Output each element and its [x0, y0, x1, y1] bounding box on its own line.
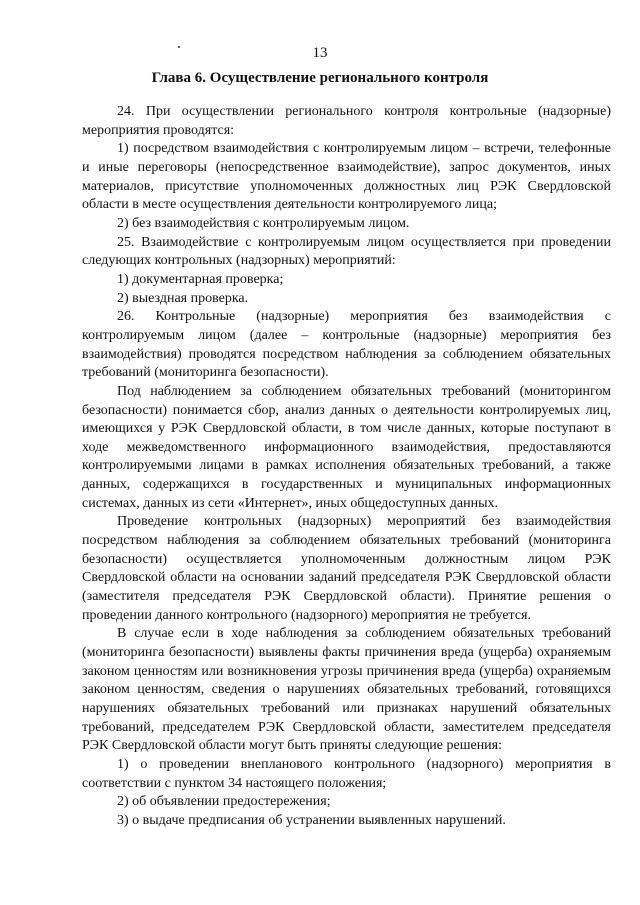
paragraph-monitoring-definition: Под наблюдением за соблюдением обязательных требований (мониторингом безопасности) понимается сбор, анализ данных о деятельности контролируемых лиц, имеющихся у РЭК Свердловской области, в том числе данных, которые поступают в ходе межведомственного информационного взаимодействия, предоставляются контролируемыми лицами в рамках исполнения обязательных требований, а также данных, содержащихся в государственных и муниципальных информационных системах, данных из сети «Интернет», иных общедоступных данных. [82, 383, 611, 511]
page-number: 13 [312, 45, 328, 61]
paragraph-26: 26. Контрольные (надзорные) мероприятия без взаимодействия с контролируемым лицом (далее – контрольные (надзорные) мероприятия без взаимодействия) проводятся посредством наблюдения за соблюдением обязательных требований (мониторинга безопасности). [82, 309, 611, 381]
paragraph-violations-decisions: В случае если в ходе наблюдения за соблюдением обязательных требований (мониторинга безопасности) выявлены факты причинения вреда (ущерба) охраняемым законом ценностям или возникновения угрозы причинения вреда (ущерба) охраняемым законом ценностям, сведения о нарушениях обязательных требований, готовящихся нарушениях обязательных требований или признаках нарушений обязательных требований, председателем РЭК Свердловской области, заместителем председателя РЭК Свердловской области могут быть приняты следующие решения: [82, 626, 611, 754]
paragraph-24-item-1: 1) посредством взаимодействия с контролируемым лицом – встречи, телефонные и иные переговоры (непосредственное взаимодействие), запрос документов, иных материалов, присутствие уполномоченных должностных лиц РЭК Свердловской области в месте осуществления деятельности контролируемого лица; [82, 141, 611, 213]
paragraph-25-item-2: 2) выездная проверка. [117, 290, 249, 306]
paragraph-24: 24. При осуществлении регионального контроля контрольные (надзорные) мероприятия проводятся: [82, 104, 611, 138]
paragraph-25: 25. Взаимодействие с контролируемым лицом осуществляется при проведении следующих контрольных (надзорных) мероприятий: [82, 234, 611, 269]
paragraph-25-item-1: 1) документарная проверка; [117, 271, 284, 287]
document-body [82, 103, 611, 831]
chapter-title: Глава 6. Осуществление регионального контроля [151, 70, 489, 86]
decision-item-1: 1) о проведении внепланового контрольного (надзорного) мероприятия в соответствии с пунктом 34 настоящего положения; [82, 756, 611, 791]
decision-item-3: 3) о выдаче предписания об устранении выявленных нарушений. [117, 812, 506, 828]
paragraph-24-item-2: 2) без взаимодействия с контролируемым лицом. [117, 215, 410, 231]
decision-item-2: 2) об объявлении предостережения; [117, 794, 331, 810]
paragraph-monitoring-procedure: Проведение контрольных (надзорных) мероприятий без взаимодействия посредством наблюдения за соблюдением обязательных требований (мониторинга безопасности) осуществляется уполномоченным должностным лицом РЭК Свердловской области на основании заданий председателя РЭК Свердловской области (заместителя председателя РЭК Свердловской области). Принятие решения о проведении данного контрольного (надзорного) мероприятия не требуется. [82, 514, 611, 623]
